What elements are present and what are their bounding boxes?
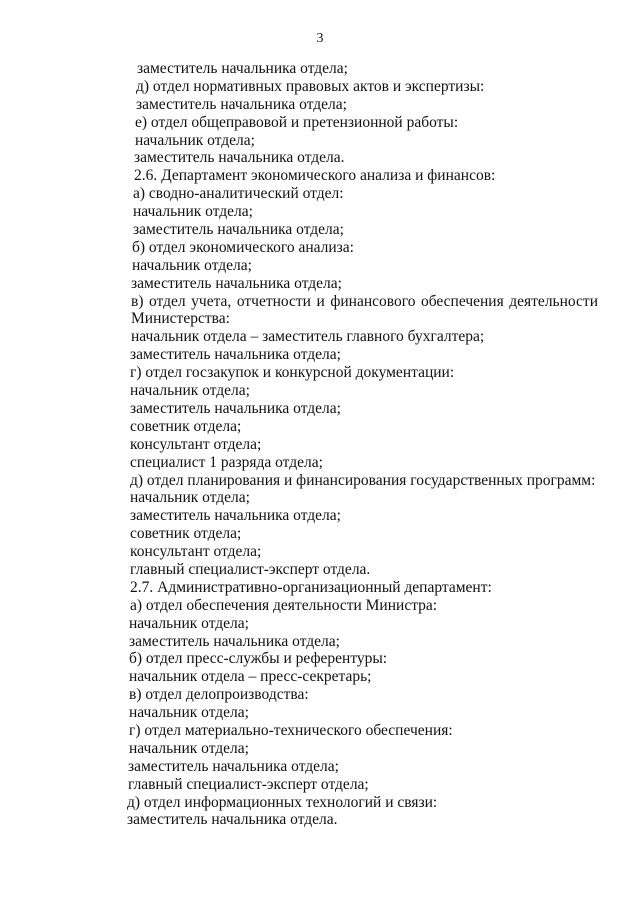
text-line: консультант отдела; <box>130 435 262 453</box>
text-line: начальник отдела; <box>133 203 253 221</box>
text-line: в) отдел делопроизводства: <box>129 686 309 704</box>
text-line: заместитель начальника отдела. <box>127 811 338 829</box>
text-line: г) отдел материально-технического обеспечения: <box>129 721 453 739</box>
text-line: заместитель начальника отдела; <box>133 221 344 239</box>
text-line: начальник отдела – заместитель главного бухгалтера; <box>131 328 485 346</box>
document-body <box>0 60 640 829</box>
text-line: начальник отдела; <box>129 704 249 722</box>
text-line: специалист 1 разряда отдела; <box>130 453 323 471</box>
text-line: в) отдел учета, отчетности и финансового обеспечения деятельности Министерства: <box>131 292 598 328</box>
text-line: 2.7. Административно-организационный департамент: <box>130 578 492 596</box>
text-line: д) отдел информационных технологий и связи: <box>127 793 438 811</box>
text-line: д) отдел нормативных правовых актов и экспертизы: <box>136 77 485 95</box>
text-line: заместитель начальника отдела. <box>134 149 345 167</box>
text-line: начальник отдела; <box>129 614 249 632</box>
text-line: заместитель начальника отдела; <box>130 399 341 417</box>
text-line: а) отдел обеспечения деятельности Министра: <box>130 596 438 614</box>
text-line: начальник отдела; <box>132 256 252 274</box>
page-number: 3 <box>316 31 324 46</box>
text-line: г) отдел госзакупок и конкурсной документации: <box>130 364 455 382</box>
text-line: б) отдел экономического анализа: <box>132 238 354 256</box>
text-line: начальник отдела; <box>130 489 250 507</box>
text-line: заместитель начальника отдела; <box>130 507 341 525</box>
text-line: заместитель начальника отдела; <box>136 95 347 113</box>
text-line: начальник отдела; <box>135 131 255 149</box>
text-line: а) сводно-аналитический отдел: <box>133 185 344 203</box>
text-line: начальник отдела; <box>129 739 249 757</box>
text-line: начальник отдела – пресс-секретарь; <box>129 668 372 686</box>
text-line: е) отдел общеправовой и претензионной работы: <box>135 113 459 131</box>
text-line: советник отдела; <box>130 417 242 435</box>
text-line: главный специалист-эксперт отдела. <box>130 560 371 578</box>
text-line: заместитель начальника отдела; <box>128 757 339 775</box>
text-line: заместитель начальника отдела; <box>131 274 342 292</box>
text-line: начальник отдела; <box>130 382 250 400</box>
text-line: советник отдела; <box>130 525 242 543</box>
text-line: заместитель начальника отдела; <box>130 346 341 364</box>
text-line: д) отдел планирования и финансирования государственных программ: <box>130 471 596 489</box>
text-line: консультант отдела; <box>130 543 262 561</box>
text-line: б) отдел пресс-службы и референтуры: <box>129 650 388 668</box>
text-line: 2.6. Департамент экономического анализа и финансов: <box>134 167 496 185</box>
text-line: главный специалист-эксперт отдела; <box>128 775 369 793</box>
text-line: заместитель начальника отдела; <box>129 632 340 650</box>
text-line: заместитель начальника отдела; <box>137 60 348 77</box>
